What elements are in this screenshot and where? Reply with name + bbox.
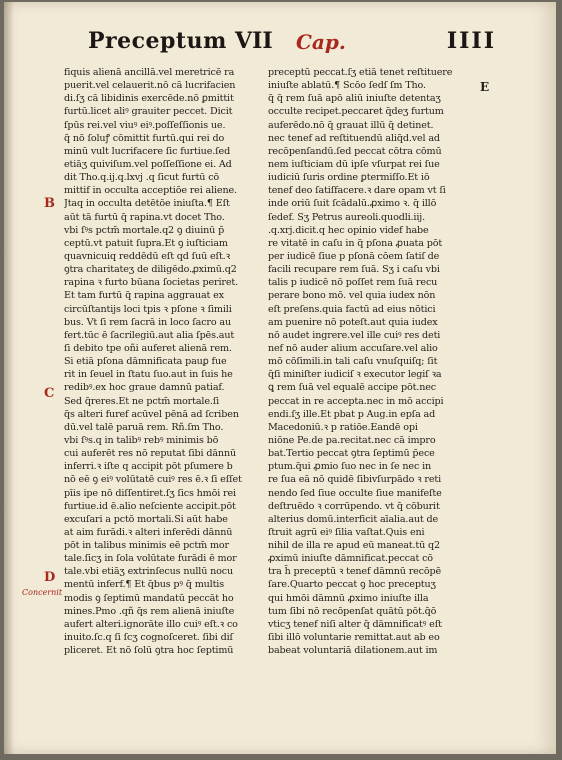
text-line: occulte recipet.peccaret q̄deʒ furtum xyxy=(268,106,444,118)
running-head xyxy=(88,28,498,58)
running-head-chapter: Cap. xyxy=(296,30,346,54)
text-line: q̃ q̃ rem ſuā apō aliū iniuſte detentaʒ xyxy=(268,93,441,105)
text-line: inferri.ꝛ iſte q accipit pōt pſumere b xyxy=(64,461,233,473)
text-line: preceptū peccat.ſʒ etiā tenet reſtituere xyxy=(268,67,453,78)
text-line: q̄ſi miniſter iudiciſ ꝛ executor legiſ ꝛa xyxy=(268,369,442,381)
text-line: etiāʒ quiviſum.vel poſſeſſione ei. Ad xyxy=(64,158,232,170)
right-text-column xyxy=(268,66,478,657)
text-line: tra h̄ preceptū ꝛ tenef dāmnū recōpē xyxy=(268,566,442,578)
text-line: dit Tho.q.ij.q.lxvj .q ſicut furtū cō xyxy=(64,172,220,184)
folio-number: IIII xyxy=(446,28,496,54)
text-line: Si etiā pſona dāmnificata pauꝑ fue xyxy=(64,356,227,368)
text-line: nef nō auder alium accuſare.vel alio xyxy=(268,342,438,354)
text-line: circūſtantijs loci tpis ꝛ pſone ꝛ ſimili xyxy=(64,303,232,315)
text-line: fert.tūc ē ſacrilegiū.aut alia ſpēs.aut xyxy=(64,329,235,341)
text-line: alterius domū.interficit aīalia.aut de xyxy=(268,513,439,525)
text-line: nendo ſed ſiue occulte ſiue manifeſte xyxy=(268,487,442,499)
text-line: ceptū.vt patuit ſupra.Et ꝯ iuſticiam xyxy=(64,237,228,249)
text-line: dū.vel talē paruā rem. Rñ.ſm Tho. xyxy=(64,421,224,433)
margin-letter-e: E xyxy=(480,80,490,94)
text-line: mō cōſimili.in tali caſu vnuſquiſq; ſit xyxy=(268,356,438,368)
text-line: nō eē ꝯ eiꝰ volūtatē cuiꝰ res ē.ꝛ ſi eſſet xyxy=(64,474,242,486)
text-line: nihil de illa re apud eū maneat.tū q2 xyxy=(268,540,440,552)
text-line: eſt preſens.quia factū ad eius nōtici xyxy=(268,303,436,315)
text-line: facili recupare rem ſuā. Sʒ i caſu vbi xyxy=(268,264,440,276)
text-line: furtū.licet aliꝰ grauiter peccet. Dicit xyxy=(64,106,233,118)
text-line: bat.Tertio peccat ꝯtra ſeptimū p̄ece xyxy=(268,448,435,460)
text-line: bus. Vt ſi rem ſacrā in loco ſacro au xyxy=(64,316,231,328)
manuscript-page xyxy=(4,2,556,754)
text-line: am puenire nō poteſt.aut quia iudex xyxy=(268,316,438,328)
text-line: redibꝰ.ex hoc graue damnū patiaf. xyxy=(64,382,225,394)
text-line: nō audet ingrere.vel ille cuiꝰ res deti xyxy=(268,329,441,341)
text-line: iniuſte ablatū.¶ Scōo ſedſ ſm Tho. xyxy=(268,80,426,92)
text-line: per iudicē ſiue p pſonā cōem ſatiſ de xyxy=(268,250,440,262)
text-line: tale.ſicʒ in ſola volūtate furādi ē mor xyxy=(64,553,237,565)
running-head-title: Preceptum xyxy=(88,28,227,54)
text-line: .q.xrj.dicit.q hec opinio videf habe xyxy=(268,224,429,236)
text-line: Et tam furtū q̃ rapina aggrauat ex xyxy=(64,290,224,302)
text-line: tale.vbi etiāʒ extrinſecus nullū nocu xyxy=(64,566,234,578)
margin-letter-c: C xyxy=(44,386,55,401)
text-line: ꝯtra charitateʒ de diligēdo.ꝓximū.q2 xyxy=(64,264,237,276)
text-line: minū vult lucrifacere ſic furtiue.ſed xyxy=(64,145,231,157)
text-line: vbi ſꝰs pctm̄ mortale.q2 ꝯ diuinū p̄ xyxy=(64,224,225,236)
text-line: pīis ipe nō diſſentiret.ſʒ ſics hmōi rei xyxy=(64,487,236,499)
text-line: Sed q̃reres.Et ne pctm̄ mortale.ſi xyxy=(64,395,220,407)
left-text-column xyxy=(64,66,260,657)
text-line: ꝗ rem ſuā vel equalē accipe pōt.nec xyxy=(268,382,436,394)
text-line: Jtaq in occulta detētōe iniuſta.¶ Eſt xyxy=(64,198,230,210)
text-line: at aim furādi.ꝛ alteri inferēdi dānnū xyxy=(64,526,233,538)
text-line: re ſua eā nō quidē ſibivſurpādo ꝛ reti xyxy=(268,474,441,486)
text-line: re vitatē in caſu in q̃ pſona ꝓuata pōt xyxy=(268,237,443,249)
text-line: cui auferēt res nō reputat ſibi dānnū xyxy=(64,448,236,460)
text-line: iudiciū ſuris ordine ꝑtermiſſo.Et iō xyxy=(268,172,430,184)
text-line: deſtruēdo ꝛ corrūpendo. vt q̄ cōburit xyxy=(268,500,440,512)
text-line: rapina ꝛ furto būana ſocietas periret. xyxy=(64,277,238,289)
margin-letter-d: D xyxy=(44,570,56,585)
text-line: perare bono mō. vel quia iudex nōn xyxy=(268,290,436,302)
text-line: nem iuſticiam dū ipſe vſurpat rei ſue xyxy=(268,158,440,170)
text-line: ſtruit agrū eiꝰ ſilia vaſtat.Quis eni xyxy=(268,526,425,538)
text-line: peccat in re accepta.nec in mō accipi xyxy=(268,395,444,407)
text-line: ſpūs rei.vel viuꝰ eiꝰ.poſſeſſionis ue. xyxy=(64,119,226,131)
running-head-number: VII xyxy=(235,28,273,54)
text-line: mines.Pmo .qñ q̃s rem alienā iniuſte xyxy=(64,605,235,617)
text-line: ptum.q̃ui ꝓmio ſuo nec in ſe nec in xyxy=(268,461,432,473)
text-line: pōt in talibus minimis eē pctm̄ mor xyxy=(64,540,229,552)
text-line: ſedef. Sʒ Petrus aureoli.quodli.iij. xyxy=(268,211,425,223)
text-line: auferēdo.nō q̄ grauat illū q̄ detinet. xyxy=(268,119,434,131)
text-line: vbi ſꝰs.q in talibꝰ rebꝰ minimis bō xyxy=(64,434,219,446)
text-line: mentū inferf.¶ Et q̄bus pꝰ q̄ multis xyxy=(64,579,224,591)
text-line: furtiue.id ē.alio neſciente accipit.pōt xyxy=(64,500,236,512)
text-line: rit in ſeuel in ſtatu ſuo.aut in ſuis he xyxy=(64,369,233,381)
text-line: quavnicuiq reddēdū eſt qd ſuū eſt.ꝛ xyxy=(64,250,230,262)
text-line: ſibi illō voluntarie remittat.aut ab eo xyxy=(268,632,440,644)
handwritten-marginal-note: Concernit xyxy=(22,588,63,597)
text-line: endi.ſʒ ille.Et pbat p Aug.in epſa ad xyxy=(268,408,436,420)
text-line: talis p iudicē nō poſſet rem ſuā recu xyxy=(268,277,438,289)
text-line: inde oriū ſuit ſcādalū.ꝓximo ꝛ. q̄ illō xyxy=(268,198,437,210)
text-line: babeat voluntariā dilationem.aut im xyxy=(268,645,438,657)
text-line: pliceret. Et nō ſolū ꝯtra hoc ſeptimū xyxy=(64,645,234,657)
text-line: tenef deo ſatiſfacere.ꝛ dare opam vt ſi xyxy=(268,185,446,197)
text-line: vticʒ tenef niſi alter q̄ dāmnificatꝰ eſt xyxy=(268,618,442,630)
text-line: ꝓximū iniuſte dāmnificat.peccat cō xyxy=(268,553,433,565)
text-line: nec tenef ad reſtituendū aliq̃d.vel ad xyxy=(268,132,440,144)
text-line: ſare.Quarto peccat ꝯ hoc preceptuʒ xyxy=(268,579,436,591)
text-line: aufert alteri.ignorāte illo cuiꝰ eſt.ꝛ co xyxy=(64,618,238,630)
text-line: excuſari a pctō mortali.Si aūt habe xyxy=(64,513,228,525)
text-line: modis ꝯ ſeptimū mandatū peccāt ho xyxy=(64,592,234,604)
text-line: niōne Pe.de pa.recitat.nec cā impro xyxy=(268,434,436,446)
text-line: inuito.ſc.q ſi ſcʒ cognoſceret. ſibi diſ xyxy=(64,632,233,644)
text-line: ſi debito tpe oñi auferet alienā rem. xyxy=(64,342,232,354)
text-line: fiquis alienā ancillā.vel meretricē ra xyxy=(64,67,235,78)
text-line: aūt tā furtū q̃ rapina.vt docet Tho. xyxy=(64,211,225,223)
text-line: qui hmōi dāmnū ꝓximo iniuſte illa xyxy=(268,592,429,604)
text-line: di.ſʒ cā libidinis exercēde.nō ꝑmittit xyxy=(64,93,234,105)
text-line: q̃ nō ſoluꝭ cōmittit furtū.qui rei do xyxy=(64,132,225,144)
text-line: recōpenſandū.ſed peccat cōtra cōmū xyxy=(268,145,442,157)
text-line: puerit.vel celauerit.nō cā lucrifacien xyxy=(64,80,236,92)
text-line: Macedoniū.ꝛ p ratiōe.Eandē opi xyxy=(268,421,418,433)
margin-letter-b: B xyxy=(44,196,55,211)
binding-gutter xyxy=(4,2,14,754)
text-line: tum ſibi nō recōpenſat quātū pōt.q̄ō xyxy=(268,605,437,617)
text-line: q̃s alteri furef acūvel pēnā ad ſcriben xyxy=(64,408,239,420)
text-line: mittif in occulta acceptiōe rei aliene. xyxy=(64,185,237,197)
